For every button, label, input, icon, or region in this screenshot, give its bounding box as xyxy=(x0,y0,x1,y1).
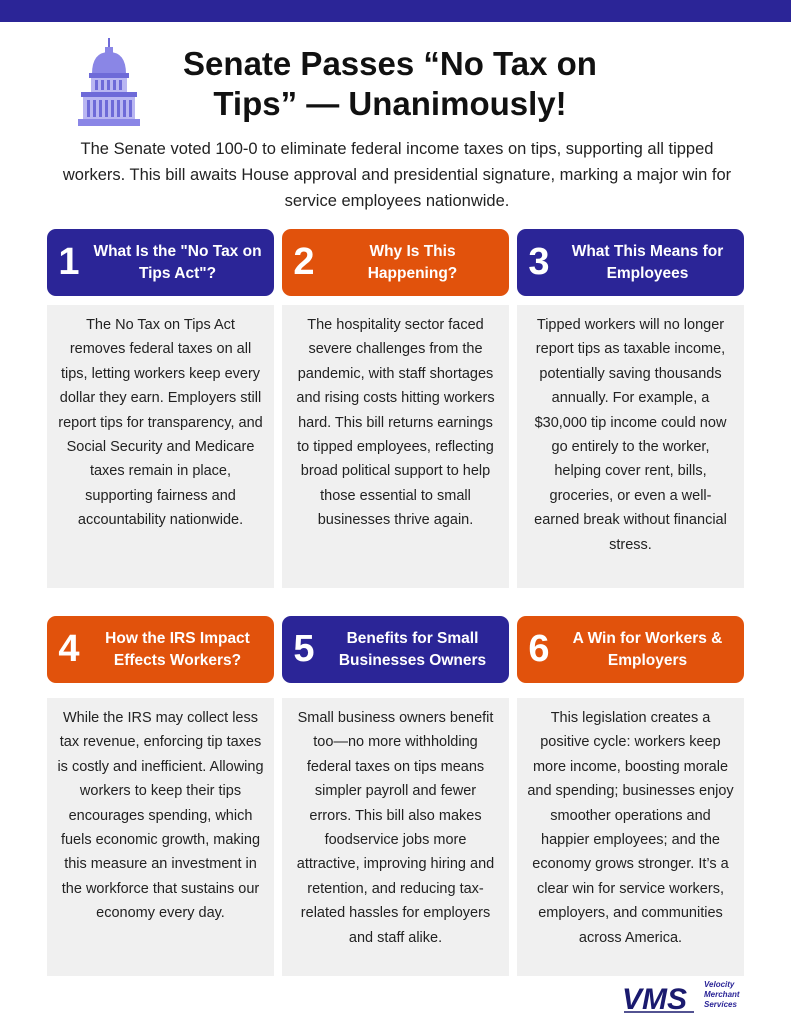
card-1-header xyxy=(47,229,274,296)
card-3-title: What This Means for Employees xyxy=(571,242,724,282)
card-2-header xyxy=(282,229,509,296)
card-4-number: 4 xyxy=(58,628,80,670)
logo-line-3: Services xyxy=(704,1000,737,1009)
card-1-number: 1 xyxy=(58,241,80,283)
card-2-body: The hospitality sector faced severe challenges from the pandemic, with staff shortages and rising costs hitting workers hard. This bill returns earnings to tipped employees, reflecting broad political support to help those essential to small businesses thrive again. xyxy=(282,305,509,588)
card-2-number: 2 xyxy=(293,241,315,283)
card-2-title: Why Is This Happening? xyxy=(367,242,458,282)
card-1-body: The No Tax on Tips Act removes federal taxes on all tips, letting workers keep every dollar they earn. Employers still report tips for transparency, and Social Security and Medicare taxes remain in place, supporting fairness and accountability nationwide. xyxy=(47,305,274,588)
card-3-body: Tipped workers will no longer report tips as taxable income, potentially saving thousands annually. For example, a $30,000 tip income could now go entirely to the worker, helping cover rent, bills, groceries, or even a well-earned break without financial stress. xyxy=(517,305,744,588)
card-4-title: How the IRS Impact Effects Workers? xyxy=(105,629,250,669)
card-5-number: 5 xyxy=(293,628,315,670)
card-6-number: 6 xyxy=(528,628,550,670)
card-1-title: What Is the "No Tax on Tips Act"? xyxy=(93,242,262,282)
page-title: Senate Passes “No Tax on Tips” — Unanimously! xyxy=(183,45,597,122)
logo-text xyxy=(704,980,740,1010)
card-5-title: Benefits for Small Businesses Owners xyxy=(338,629,487,669)
logo-line-1: Velocity xyxy=(704,980,735,989)
card-5-body: Small business owners benefit too—no more withholding federal taxes on tips means simpler payroll and fewer errors. This bill also makes foodservice jobs more attractive, improving hiring and retention, and reducing tax-related hassles for employers and staff alike. xyxy=(282,698,509,976)
logo-mark: VMS xyxy=(622,983,688,1016)
vms-logo xyxy=(622,976,762,1018)
card-6-body: This legislation creates a positive cycle: workers keep more income, boosting morale and spending; businesses enjoy smoother operations and happier employees; and the economy grows stronger. It’s a clear win for service workers, employers, and communities across America. xyxy=(517,698,744,976)
card-5-header xyxy=(282,616,509,683)
card-6-title: A Win for Workers & Employers xyxy=(572,629,723,669)
top-bar xyxy=(0,0,791,22)
card-4-header xyxy=(47,616,274,683)
logo-line-2: Merchant xyxy=(704,990,740,999)
intro-paragraph: The Senate voted 100-0 to eliminate federal income taxes on tips, supporting all tipped workers. This bill awaits House approval and presidential signature, marking a major win for service employees nationwide. xyxy=(62,140,732,210)
card-6-header xyxy=(517,616,744,683)
card-3-header xyxy=(517,229,744,296)
capitol-building-icon xyxy=(78,38,140,130)
card-3-number: 3 xyxy=(528,241,550,283)
card-4-body: While the IRS may collect less tax revenue, enforcing tip taxes is costly and inefficient. Allowing workers to keep their tips encourages spending, which fuels economic growth, making this measure an investment in the workforce that sustains our economy every day. xyxy=(47,698,274,976)
